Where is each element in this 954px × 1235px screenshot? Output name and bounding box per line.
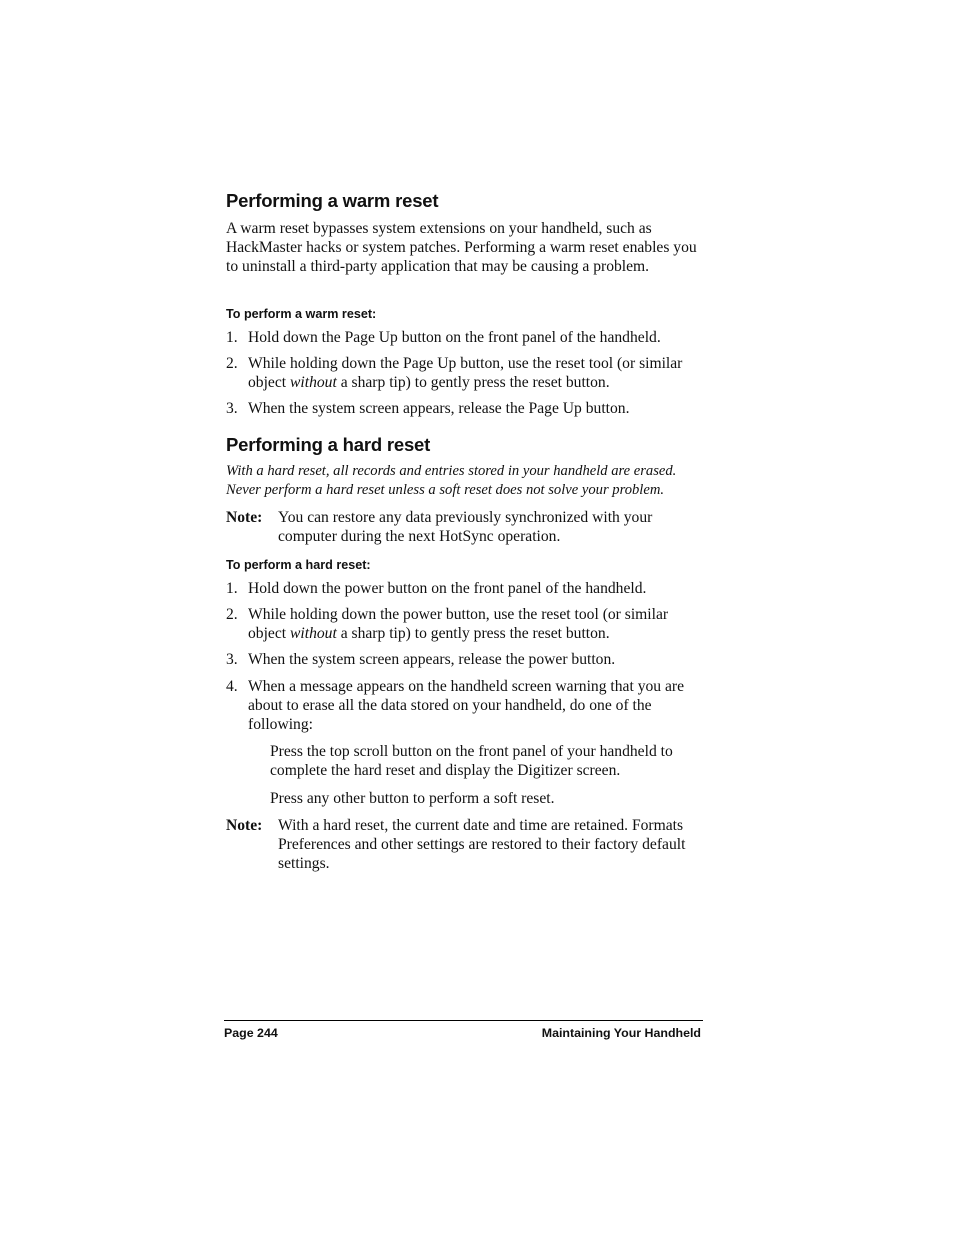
step-text: When a message appears on the handheld screen warning that you are about to erase all the data stored on your handheld, do one of the following:	[248, 678, 685, 733]
step-number: 4.	[226, 678, 238, 695]
note-text: With a hard reset, the current date and time are retained. Formats Preferences and other settings are restored to their factory default settings.	[278, 817, 686, 872]
warm-reset-intro: A warm reset bypasses system extensions on your handheld, such as HackMaster hacks or system patches. Performing a warm reset enables you to uninstall a third-party application that may be causing a problem.	[226, 220, 697, 275]
step-text: When the system screen appears, release the power button.	[248, 651, 616, 668]
step-text: Hold down the Page Up button on the front panel of the handheld.	[248, 329, 661, 346]
step-emphasis: without	[290, 625, 337, 642]
step-text-a: While holding down the power button, use the reset tool (or similar object	[248, 606, 669, 642]
footer-rule	[224, 1020, 703, 1021]
step-number: 2.	[226, 606, 238, 623]
page-number: Page 244	[224, 1026, 278, 1040]
step-emphasis: without	[290, 374, 337, 391]
hard-option-1: Press the top scroll button on the front panel of your handheld to complete the hard reset and display the Digitizer screen.	[270, 743, 673, 779]
step-text	[248, 605, 704, 643]
chapter-title: Maintaining Your Handheld	[541, 1026, 701, 1040]
step-number: 3.	[226, 651, 238, 668]
warm-procedure-title: To perform a warm reset:	[226, 307, 377, 321]
note-label: Note:	[226, 509, 263, 526]
note-text: You can restore any data previously synchronized with your computer during the next HotSync operation.	[278, 509, 653, 545]
step-text-b: a sharp tip) to gently press the reset button.	[336, 374, 610, 391]
hard-reset-warning: With a hard reset, all records and entries stored in your handheld are erased. Never perform a hard reset unless a soft reset does not solve your problem.	[226, 463, 677, 498]
hard-reset-heading: Performing a hard reset	[226, 434, 431, 455]
step-number: 2.	[226, 355, 238, 372]
step-text-b: a sharp tip) to gently press the reset button.	[336, 625, 610, 642]
step-text: When the system screen appears, release the Page Up button.	[248, 400, 630, 417]
step-text: Hold down the power button on the front panel of the handheld.	[248, 580, 647, 597]
step-text-a: While holding down the Page Up button, use the reset tool (or similar object	[248, 355, 683, 391]
step-text	[248, 354, 704, 392]
step-number: 1.	[226, 329, 238, 346]
note-label: Note:	[226, 817, 263, 834]
step-number: 3.	[226, 400, 238, 417]
hard-option-2: Press any other button to perform a soft reset.	[270, 790, 555, 807]
warm-reset-heading: Performing a warm reset	[226, 190, 439, 211]
step-number: 1.	[226, 580, 238, 597]
hard-procedure-title: To perform a hard reset:	[226, 558, 371, 572]
